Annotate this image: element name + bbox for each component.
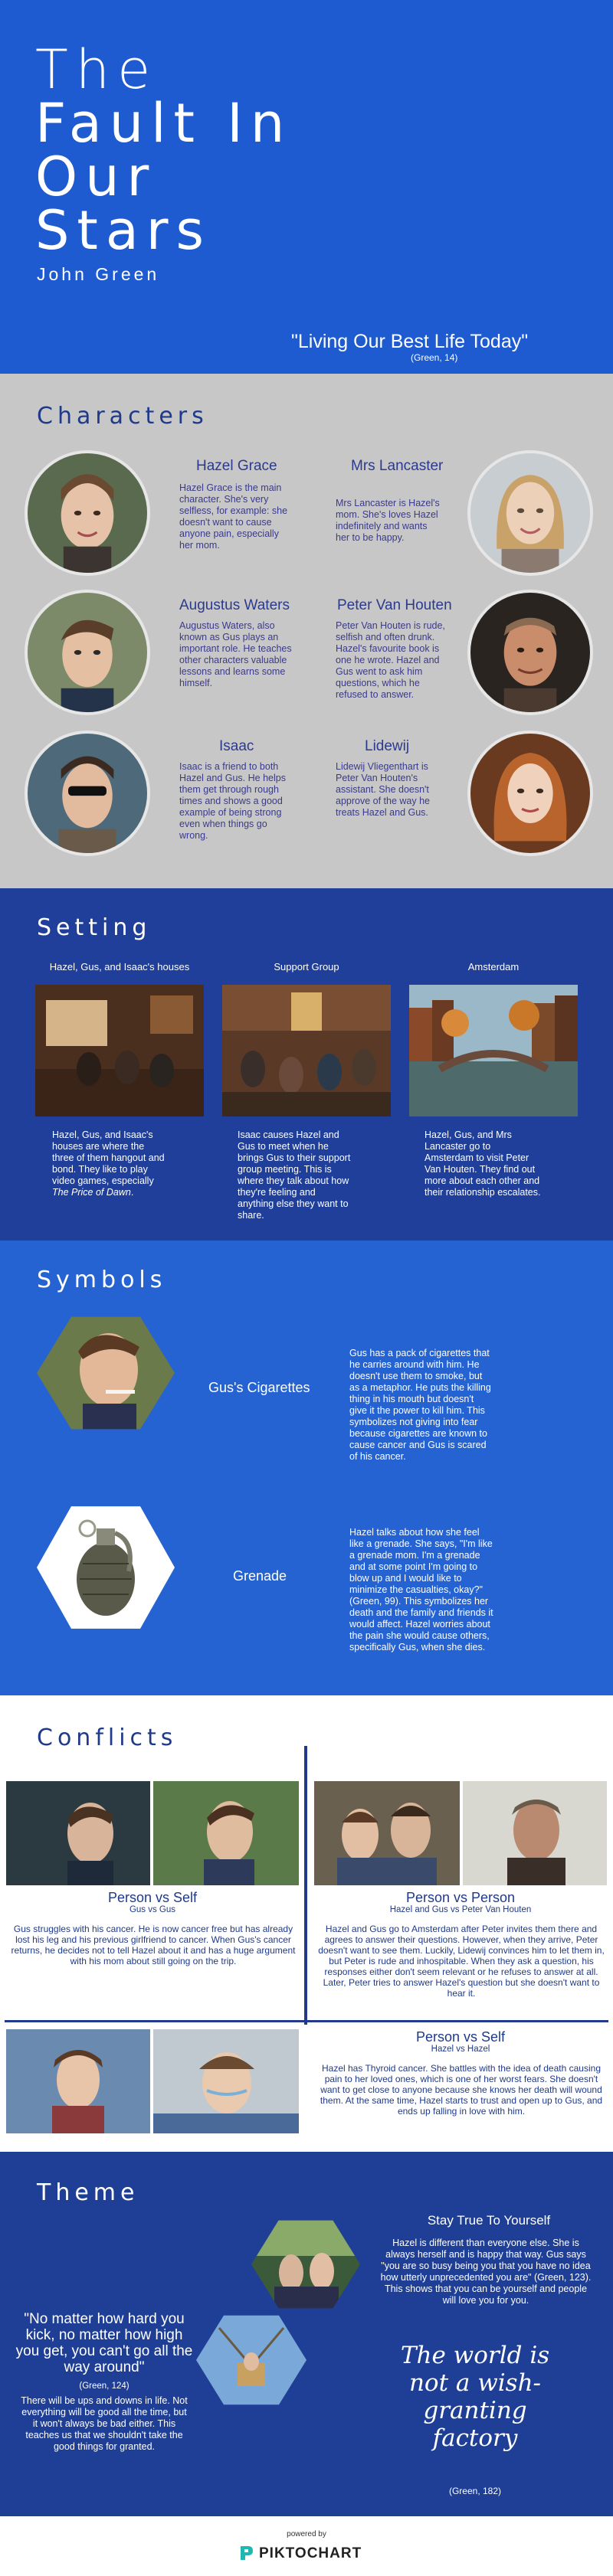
character-desc-isaac: Isaac is a friend to both Hazel and Gus. He helps them get through rough times and shows a good example of being strong even when things go wrong.: [179, 761, 286, 841]
title-line-2: Fault In: [35, 92, 293, 155]
character-desc-mrs-lancaster: Mrs Lancaster is Hazel's mom. She's loves Hazel indefinitely and wants her to be happy.: [336, 498, 440, 543]
conflict-who-2: Hazel and Gus vs Peter Van Houten: [389, 1905, 532, 1914]
script-quote-line-3: granting: [423, 2397, 527, 2424]
setting-desc-houses-title: The Price of Dawn: [52, 1187, 131, 1198]
conflict-desc-2: Hazel and Gus go to Amsterdam after Peter invites them there and agrees to answer their questions. However, when they arrive, Peter doesn't want to see them. Luckily, Lidewij convinces him to let them in, but Peter is rude and inhospitable. When they ask a question, his responses either don't seem relevant or he refuses to answer at all. Later, Peter tries to answer Hazel's question but she doesn't want to hear it.: [318, 1924, 605, 1999]
setting-title: Setting: [37, 914, 152, 941]
title-line-1: The: [35, 38, 159, 101]
script-quote-line-1: The world is: [400, 2342, 550, 2369]
lidewij-portrait: [467, 731, 593, 856]
symbols-title: Symbols: [37, 1267, 167, 1293]
author: John Green: [37, 264, 160, 284]
conflict-desc-1: Gus struggles with his cancer. He is now cancer free but has already lost his leg and his previous girlfriend to cancer. When Gus's cancer returns, he decides not to tell Hazel about it and has a huge argument with his mom about still going on the trip.: [11, 1924, 296, 1966]
conflict-type-1: Person vs Self: [107, 1890, 198, 1905]
amsterdam-photo: [409, 985, 578, 1116]
setting-desc-amsterdam: Hazel, Gus, and Mrs Lancaster go to Amsterdam to visit Peter Van Houten. They find out more about each other and their relationship escalates.: [425, 1129, 541, 1198]
piktochart-icon: [239, 2545, 254, 2561]
symbol-name-cigarettes: Gus's Cigarettes: [208, 1380, 310, 1395]
grenade-hex-image: [37, 1502, 175, 1633]
header-quote: "Living Our Best Life Today": [291, 331, 529, 352]
cigarettes-hex-image: [37, 1313, 175, 1433]
conflict-who-1: Gus vs Gus: [129, 1905, 176, 1914]
houses-photo: [35, 985, 204, 1116]
title-line-4: Stars: [35, 199, 212, 262]
theme-section: [0, 2152, 613, 2516]
setting-desc-houses-end: .: [130, 1187, 134, 1198]
header-quote-cite: (Green, 14): [411, 352, 458, 363]
conflict-type-3: Person vs Self: [415, 2029, 506, 2045]
conflicts-divider-horizontal: [5, 2020, 608, 2022]
conflicts-divider-vertical: [304, 1746, 307, 2025]
character-name-augustus: Augustus Waters: [179, 597, 290, 613]
mrs-lancaster-portrait: [467, 450, 593, 576]
conflict-type-2: Person vs Person: [405, 1890, 516, 1905]
setting-section: [0, 888, 613, 1241]
script-quote-line-2: not a wish-: [408, 2369, 542, 2397]
conflict-who-3: Hazel vs Hazel: [431, 2045, 490, 2054]
conflict-desc-3: Hazel has Thyroid cancer. She battles with the idea of death causing pain to her loved ones, which is one of her worst fears. She doesn't want to get close to anyone because she knows her death will wound them. At the same time, Hazel starts to trust and open up to Gus, and ends up falling in love with him.: [320, 2063, 603, 2117]
theme-left-text: There will be ups and downs in life. Not everything will be good all the time, but it won't always be bad either. This teaches us that we shouldn't take the good things for granted.: [21, 2395, 188, 2452]
character-desc-hazel: Hazel Grace is the main character. She's very selfless, for example: she doesn't want to cause anyone pain, especially her mom.: [179, 482, 288, 551]
conflicts-section: [0, 1695, 613, 2152]
theme-right-text: Hazel is different than everyone else. She is always herself and is happy that way. Gus says "you are so busy being you that you have no idea how utterly unprecedented you are" (Green, 123). This shows that you can be yourself and people will love you for you.: [380, 2238, 592, 2306]
symbol-desc-grenade: Hazel talks about how she feel like a grenade. She says, "I'm like a grenade mom. I'm a grenade and at some point I'm going to blow up and I would like to minimize the casualties, okay?" (Green, 99). This symbolizes her death and the family and friends it would affect. Hazel worries about the pain she would cause others, specifically Gus, when she dies.: [349, 1527, 493, 1652]
setting-label-amsterdam: Amsterdam: [467, 961, 520, 973]
theme-hex-image-1: [251, 2218, 360, 2311]
character-name-isaac: Isaac: [219, 738, 254, 754]
footer-powered: powered by: [287, 2530, 326, 2538]
peter-van-houten-portrait: [467, 590, 593, 715]
augustus-portrait: [25, 590, 150, 715]
theme-script-cite: (Green, 182): [448, 2486, 502, 2496]
character-desc-augustus: Augustus Waters, also known as Gus plays an important role. He teaches other characters valuable lessons and learns some himself.: [179, 620, 292, 688]
hazel-portrait: [25, 450, 150, 576]
header-section: [0, 0, 613, 374]
hazel-photo-2: [153, 2029, 299, 2133]
setting-desc-support: Isaac causes Hazel and Gus to meet when he brings Gus to their support group meeting. This is where they talk about how they're feeling and anything else they want to share.: [238, 1129, 351, 1221]
piktochart-logo[interactable]: [239, 2542, 377, 2565]
support-group-photo: [222, 985, 391, 1116]
theme-quote-big: "No matter how hard you kick, no matter how high you get, you can't go all the way around": [15, 2311, 193, 2375]
character-name-peter: Peter Van Houten: [337, 597, 452, 613]
character-name-hazel: Hazel Grace: [196, 458, 277, 474]
piktochart-brand: PIKTOCHART: [259, 2545, 362, 2561]
gus-photo-2: [153, 1781, 299, 1885]
character-desc-peter: Peter Van Houten is rude, selfish and often drunk. Hazel's favourite book is one he wrote. Hazel and Gus went to ask him questions, which he refused to answer.: [336, 620, 445, 700]
setting-desc-houses-text: Hazel, Gus, and Isaac's houses are where the three of them hangout and bond. They like to play video games, especially: [52, 1129, 165, 1186]
symbol-desc-cigarettes: Gus has a pack of cigarettes that he carries around with him. He doesn't use them to smoke, but as a metaphor. He puts the killing thing in his mouth but doesn't give it the power to kill him. This symbolizes not giving into fear because cigarettes are known to cause cancer and Gus is scared of his cancer.: [349, 1348, 491, 1462]
symbol-name-grenade: Grenade: [233, 1568, 287, 1584]
gus-photo-1: [6, 1781, 150, 1885]
footer-section: [0, 2516, 613, 2576]
symbols-section: [0, 1241, 613, 1695]
conflicts-title: Conflicts: [37, 1724, 178, 1751]
theme-hex-image-2: [196, 2313, 306, 2408]
theme-quote-big-cite: (Green, 124): [79, 2381, 129, 2391]
theme-heading: Stay True To Yourself: [427, 2213, 551, 2228]
hazel-gus-photo: [314, 1781, 460, 1885]
title-line-3: Our: [35, 145, 157, 208]
character-desc-lidewij: Lidewij Vliegenthart is Peter Van Houten's assistant. She doesn't approve of the way he treats Hazel and Gus.: [336, 761, 430, 818]
characters-title: Characters: [37, 403, 208, 430]
theme-title: Theme: [37, 2179, 139, 2206]
peter-photo: [463, 1781, 607, 1885]
setting-desc-houses: [52, 1129, 167, 1198]
setting-label-support: Support Group: [274, 961, 339, 973]
theme-script-quote: [391, 2342, 559, 2452]
isaac-portrait: [25, 731, 150, 856]
setting-label-houses: Hazel, Gus, and Isaac's houses: [49, 961, 190, 973]
character-name-mrs-lancaster: Mrs Lancaster: [351, 458, 444, 474]
script-quote-line-4: factory: [432, 2424, 518, 2452]
characters-section: [0, 374, 613, 888]
character-name-lidewij: Lidewij: [365, 738, 410, 754]
hazel-photo-1: [6, 2029, 150, 2133]
